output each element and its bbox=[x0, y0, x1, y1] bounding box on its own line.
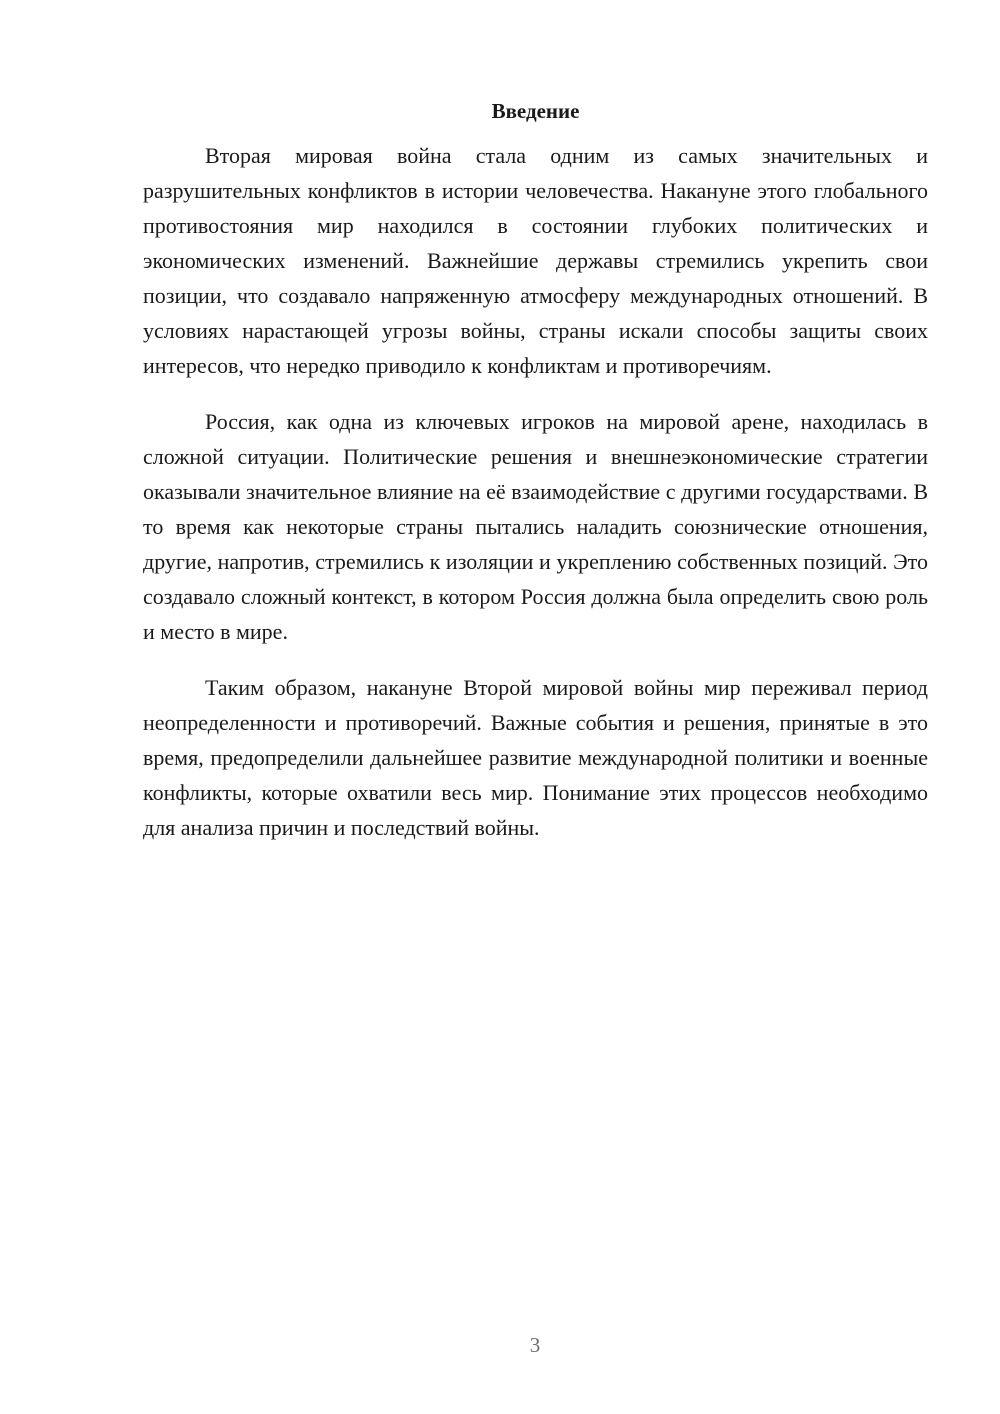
page-number: 3 bbox=[529, 1333, 541, 1357]
section-heading: Введение bbox=[491, 99, 580, 123]
page-content bbox=[143, 96, 928, 866]
paragraph-3: Таким образом, накануне Второй мировой войны мир переживал период неопределенности и противоречий. Важные события и решения, принятые в это время, предопределили дальнейшее развитие международной политики и военные конфликты, которые охватили весь мир. Понимание этих процессов необходимо для анализа причин и последствий войны. bbox=[143, 675, 928, 840]
paragraph-2: Россия, как одна из ключевых игроков на мировой арене, находилась в сложной ситуации. Политические решения и внешнеэкономические стратегии оказывали значительное влияние на её взаимодействие с другими государствами. В то время как некоторые страны пытались наладить союзнические отношения, другие, напротив, стремились к изоляции и укреплению собственных позиций. Это создавало сложный контекст, в котором Россия должна была определить свою роль и место в мире. bbox=[143, 409, 928, 644]
paragraph-1: Вторая мировая война стала одним из самых значительных и разрушительных конфликтов в истории человечества. Накануне этого глобального противостояния мир находился в состоянии глубоких политических и экономических изменений. Важнейшие державы стремились укрепить свои позиции, что создавало напряженную атмосферу международных отношений. В условиях нарастающей угрозы войны, страны искали способы защиты своих интересов, что нередко приводило к конфликтам и противоречиям. bbox=[143, 143, 928, 378]
